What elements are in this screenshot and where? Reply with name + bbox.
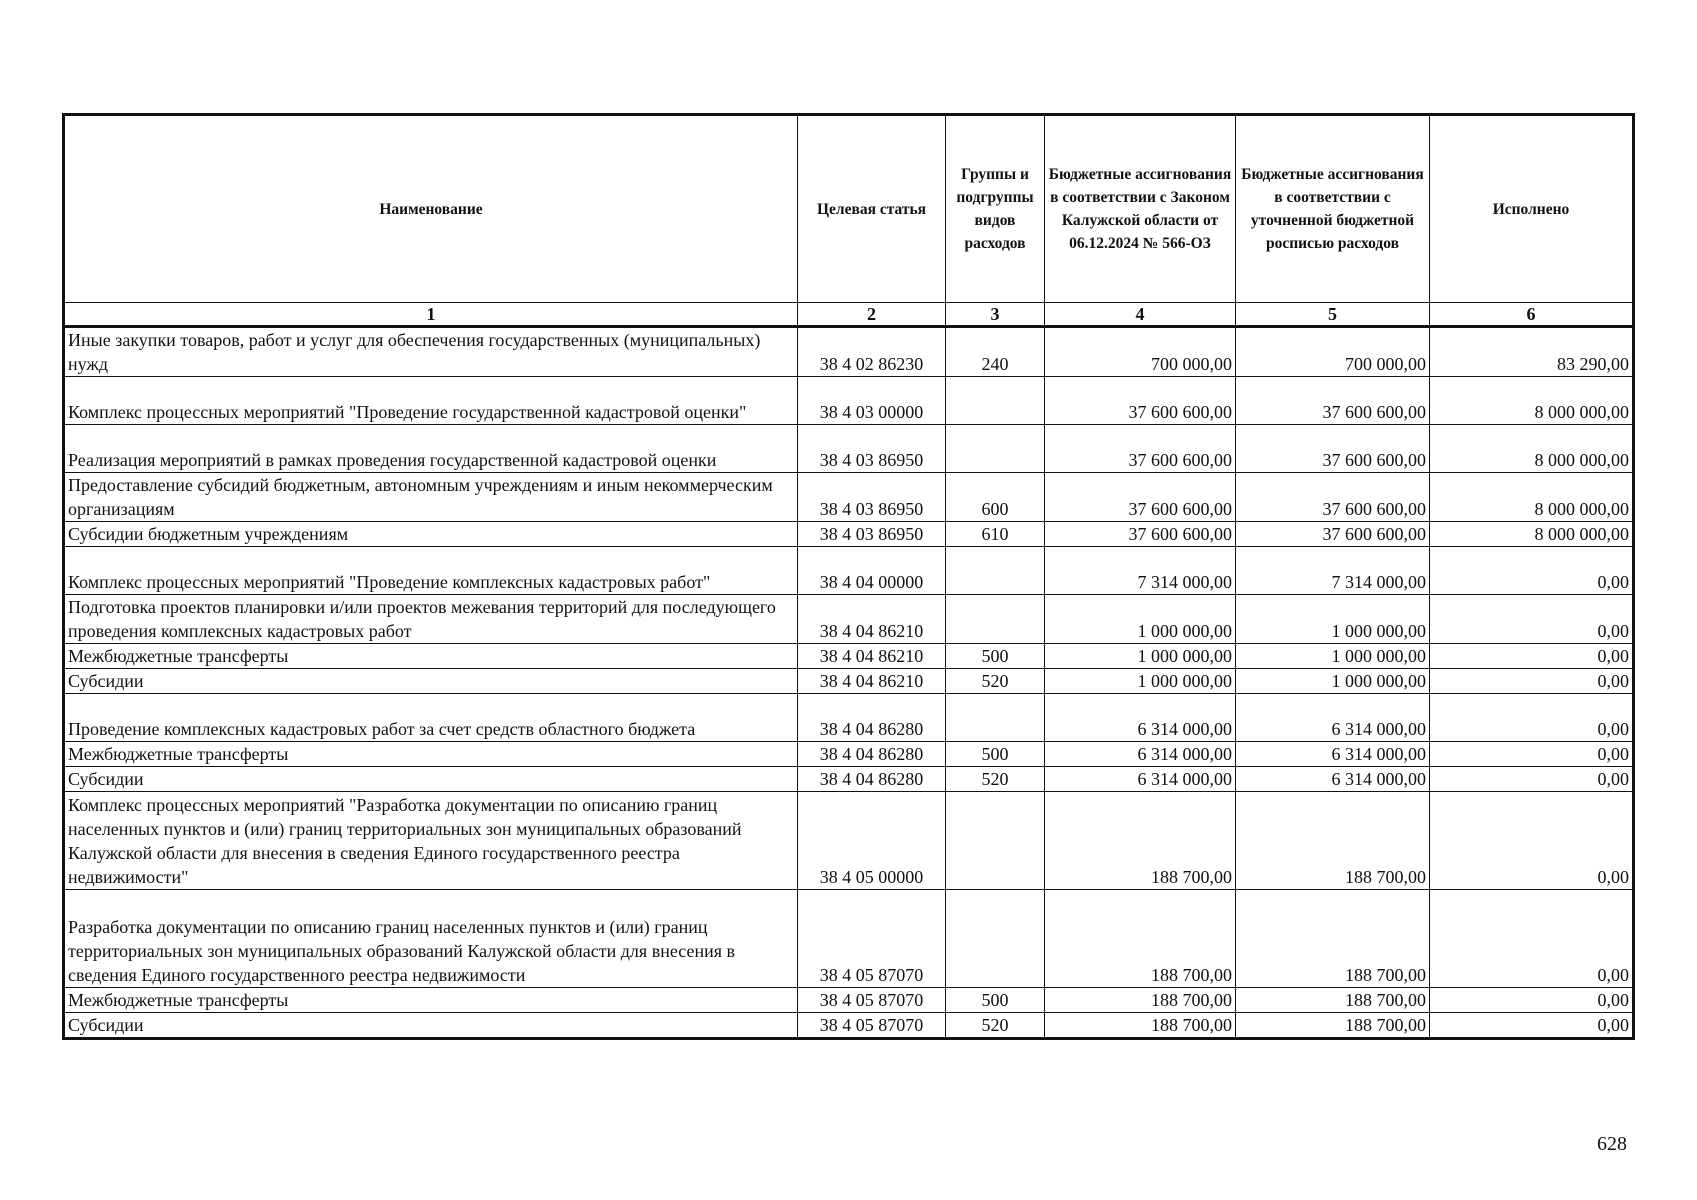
- row-name: Межбюджетные трансферты: [64, 988, 798, 1013]
- table-row: [64, 792, 1634, 890]
- row-target-article: 38 4 05 87070: [798, 1013, 946, 1039]
- row-law-amount: 188 700,00: [1045, 988, 1236, 1013]
- row-expense-group: 520: [946, 1013, 1045, 1039]
- table-row: [64, 767, 1634, 792]
- row-target-article: 38 4 03 00000: [798, 377, 946, 425]
- row-refined-amount: 1 000 000,00: [1236, 595, 1430, 644]
- row-target-article: 38 4 04 00000: [798, 547, 946, 595]
- row-target-article: 38 4 04 86280: [798, 694, 946, 742]
- row-law-amount: 700 000,00: [1045, 327, 1236, 377]
- row-executed-amount: 0,00: [1430, 669, 1634, 694]
- row-law-amount: 37 600 600,00: [1045, 522, 1236, 547]
- row-target-article: 38 4 05 87070: [798, 988, 946, 1013]
- row-name: Субсидии: [64, 669, 798, 694]
- row-refined-amount: 188 700,00: [1236, 1013, 1430, 1039]
- row-name: Субсидии: [64, 1013, 798, 1039]
- table-row: [64, 595, 1634, 644]
- row-refined-amount: 37 600 600,00: [1236, 377, 1430, 425]
- row-target-article: 38 4 05 87070: [798, 890, 946, 988]
- row-expense-group: 240: [946, 327, 1045, 377]
- row-law-amount: 37 600 600,00: [1045, 377, 1236, 425]
- column-number: 6: [1430, 303, 1634, 327]
- row-law-amount: 37 600 600,00: [1045, 425, 1236, 473]
- row-name: Предоставление субсидий бюджетным, автономным учреждениям и иным некоммерческим организациям: [64, 473, 798, 522]
- row-name: Подготовка проектов планировки и/или проектов межевания территорий для последующего проведения комплексных кадастровых работ: [64, 595, 798, 644]
- row-name: Комплекс процессных мероприятий "Проведение государственной кадастровой оценки": [64, 377, 798, 425]
- row-expense-group: 520: [946, 669, 1045, 694]
- page-number: 628: [1597, 1133, 1627, 1155]
- row-expense-group: [946, 694, 1045, 742]
- row-target-article: 38 4 04 86210: [798, 644, 946, 669]
- table-row: [64, 522, 1634, 547]
- row-refined-amount: 188 700,00: [1236, 792, 1430, 890]
- row-executed-amount: 0,00: [1430, 792, 1634, 890]
- row-expense-group: [946, 547, 1045, 595]
- row-law-amount: 6 314 000,00: [1045, 767, 1236, 792]
- row-refined-amount: 6 314 000,00: [1236, 767, 1430, 792]
- row-refined-amount: 188 700,00: [1236, 890, 1430, 988]
- row-refined-amount: 188 700,00: [1236, 988, 1430, 1013]
- row-name: Разработка документации по описанию границ населенных пунктов и (или) границ территориальных зон муниципальных образований Калужской области для внесения в сведения Единого государственного реестра недвижимости: [64, 890, 798, 988]
- table-row: [64, 377, 1634, 425]
- row-law-amount: 37 600 600,00: [1045, 473, 1236, 522]
- row-target-article: 38 4 03 86950: [798, 473, 946, 522]
- row-refined-amount: 6 314 000,00: [1236, 694, 1430, 742]
- row-refined-amount: 1 000 000,00: [1236, 644, 1430, 669]
- header-name: Наименование: [64, 115, 798, 303]
- row-name: Субсидии: [64, 767, 798, 792]
- row-executed-amount: 0,00: [1430, 1013, 1634, 1039]
- row-refined-amount: 37 600 600,00: [1236, 473, 1430, 522]
- table-row: [64, 547, 1634, 595]
- row-expense-group: [946, 890, 1045, 988]
- row-executed-amount: 8 000 000,00: [1430, 425, 1634, 473]
- row-law-amount: 7 314 000,00: [1045, 547, 1236, 595]
- row-name: Реализация мероприятий в рамках проведения государственной кадастровой оценки: [64, 425, 798, 473]
- row-executed-amount: 0,00: [1430, 890, 1634, 988]
- row-name: Комплекс процессных мероприятий "Проведение комплексных кадастровых работ": [64, 547, 798, 595]
- header-refined-allocations: Бюджетные ассигнования в соответствии с уточненной бюджетной росписью расходов: [1236, 115, 1430, 303]
- row-name: Проведение комплексных кадастровых работ за счет средств областного бюджета: [64, 694, 798, 742]
- header-law-allocations: Бюджетные ассигнования в соответствии с Законом Калужской области от 06.12.2024 № 566-ОЗ: [1045, 115, 1236, 303]
- row-name: Межбюджетные трансферты: [64, 644, 798, 669]
- row-executed-amount: 0,00: [1430, 767, 1634, 792]
- table-row: [64, 890, 1634, 988]
- column-number: 3: [946, 303, 1045, 327]
- row-target-article: 38 4 04 86280: [798, 767, 946, 792]
- row-expense-group: [946, 595, 1045, 644]
- row-law-amount: 6 314 000,00: [1045, 742, 1236, 767]
- row-name: Субсидии бюджетным учреждениям: [64, 522, 798, 547]
- column-number: 2: [798, 303, 946, 327]
- row-law-amount: 188 700,00: [1045, 890, 1236, 988]
- column-number: 4: [1045, 303, 1236, 327]
- table-row: [64, 742, 1634, 767]
- row-target-article: 38 4 04 86210: [798, 595, 946, 644]
- table-row: [64, 669, 1634, 694]
- row-executed-amount: 0,00: [1430, 988, 1634, 1013]
- row-expense-group: 600: [946, 473, 1045, 522]
- row-refined-amount: 700 000,00: [1236, 327, 1430, 377]
- row-executed-amount: 8 000 000,00: [1430, 473, 1634, 522]
- row-expense-group: 500: [946, 644, 1045, 669]
- table-row: [64, 1013, 1634, 1039]
- header-target-article: Целевая статья: [798, 115, 946, 303]
- row-name: Межбюджетные трансферты: [64, 742, 798, 767]
- table-row: [64, 644, 1634, 669]
- header-expense-groups: Группы и подгруппы видов расходов: [946, 115, 1045, 303]
- column-number-row: [64, 303, 1634, 327]
- row-target-article: 38 4 02 86230: [798, 327, 946, 377]
- table-row: [64, 988, 1634, 1013]
- row-law-amount: 1 000 000,00: [1045, 595, 1236, 644]
- row-refined-amount: 7 314 000,00: [1236, 547, 1430, 595]
- row-refined-amount: 6 314 000,00: [1236, 742, 1430, 767]
- row-law-amount: 188 700,00: [1045, 1013, 1236, 1039]
- row-name: Комплекс процессных мероприятий "Разработка документации по описанию границ населенных пунктов и (или) границ территориальных зон муниципальных образований Калужской области для внесения в сведения Единого государственного реестра недвижимости": [64, 792, 798, 890]
- row-target-article: 38 4 04 86280: [798, 742, 946, 767]
- row-expense-group: [946, 377, 1045, 425]
- row-executed-amount: 0,00: [1430, 595, 1634, 644]
- row-executed-amount: 8 000 000,00: [1430, 522, 1634, 547]
- header-row: [64, 115, 1634, 303]
- row-target-article: 38 4 04 86210: [798, 669, 946, 694]
- row-expense-group: 610: [946, 522, 1045, 547]
- row-expense-group: [946, 792, 1045, 890]
- budget-table: [62, 113, 1635, 1040]
- row-expense-group: [946, 425, 1045, 473]
- row-executed-amount: 0,00: [1430, 694, 1634, 742]
- row-refined-amount: 1 000 000,00: [1236, 669, 1430, 694]
- column-number: 5: [1236, 303, 1430, 327]
- row-executed-amount: 8 000 000,00: [1430, 377, 1634, 425]
- table-row: [64, 694, 1634, 742]
- column-number: 1: [64, 303, 798, 327]
- row-refined-amount: 37 600 600,00: [1236, 425, 1430, 473]
- table-row: [64, 425, 1634, 473]
- row-law-amount: 1 000 000,00: [1045, 669, 1236, 694]
- row-expense-group: 500: [946, 742, 1045, 767]
- table-row: [64, 473, 1634, 522]
- row-law-amount: 188 700,00: [1045, 792, 1236, 890]
- table-row: [64, 327, 1634, 377]
- row-expense-group: 500: [946, 988, 1045, 1013]
- row-name: Иные закупки товаров, работ и услуг для обеспечения государственных (муниципальных) нужд: [64, 327, 798, 377]
- row-law-amount: 1 000 000,00: [1045, 644, 1236, 669]
- row-target-article: 38 4 03 86950: [798, 425, 946, 473]
- row-refined-amount: 37 600 600,00: [1236, 522, 1430, 547]
- row-executed-amount: 83 290,00: [1430, 327, 1634, 377]
- row-executed-amount: 0,00: [1430, 644, 1634, 669]
- row-executed-amount: 0,00: [1430, 742, 1634, 767]
- row-executed-amount: 0,00: [1430, 547, 1634, 595]
- row-target-article: 38 4 05 00000: [798, 792, 946, 890]
- header-executed: Исполнено: [1430, 115, 1634, 303]
- row-expense-group: 520: [946, 767, 1045, 792]
- row-law-amount: 6 314 000,00: [1045, 694, 1236, 742]
- row-target-article: 38 4 03 86950: [798, 522, 946, 547]
